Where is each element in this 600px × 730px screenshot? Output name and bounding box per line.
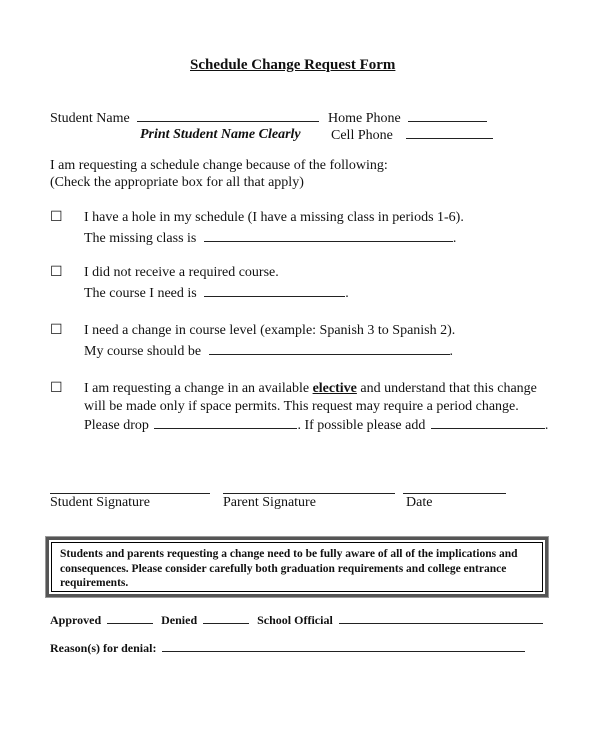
- period: .: [345, 286, 349, 301]
- add-label: . If possible please add: [297, 418, 426, 433]
- item-level-text: I need a change in course level (example: Spanish 3 to Spanish 2).: [84, 323, 456, 338]
- text: and understand that this change: [356, 381, 537, 396]
- checkbox-level[interactable]: ☐: [50, 323, 63, 338]
- student-name-field[interactable]: [137, 109, 319, 122]
- checkbox-required[interactable]: ☐: [50, 265, 63, 280]
- item-elective-line1: [84, 380, 537, 398]
- course-need-label: The course I need is: [84, 286, 197, 301]
- parent-signature-label: Parent Signature: [223, 495, 316, 510]
- denied-field[interactable]: [203, 611, 249, 624]
- school-official-label: School Official: [257, 613, 333, 627]
- course-should-label: My course should be: [84, 344, 202, 359]
- date-label: Date: [406, 495, 433, 510]
- home-phone-label: Home Phone: [328, 111, 401, 126]
- page-title: Schedule Change Request Form: [190, 57, 396, 73]
- item-hole-text: I have a hole in my schedule (I have a missing class in periods 1-6).: [84, 210, 464, 225]
- approved-field[interactable]: [107, 611, 153, 624]
- item-hole-row2: [84, 229, 456, 248]
- item-required-text: I did not receive a required course.: [84, 265, 279, 280]
- add-field[interactable]: [431, 416, 545, 429]
- cell-phone-row: [331, 126, 493, 145]
- period: .: [449, 344, 454, 359]
- item-elective-line2: will be made only if space permits. This request may require a period change.: [84, 399, 519, 414]
- approved-label: Approved: [50, 613, 102, 627]
- course-should-field[interactable]: [209, 342, 450, 355]
- cell-phone-field[interactable]: [406, 126, 493, 139]
- period: .: [544, 418, 549, 433]
- item-required-row2: [84, 284, 349, 303]
- intro-line-1: I am requesting a schedule change because of the following:: [50, 158, 388, 173]
- approval-row: [50, 611, 543, 629]
- denial-reason-label: Reason(s) for denial:: [50, 641, 157, 655]
- notice-text: Students and parents requesting a change need to be fully aware of all of the implications and consequences. Please consider carefully both graduation requirements and college entrance requirements.: [51, 542, 543, 592]
- student-name-label: Student Name: [50, 111, 130, 126]
- checkbox-elective[interactable]: ☐: [50, 381, 63, 396]
- missing-class-label: The missing class is: [84, 231, 197, 246]
- item-elective-line3: [84, 416, 548, 435]
- checkbox-hole[interactable]: ☐: [50, 210, 63, 225]
- drop-label: Please drop: [84, 418, 149, 433]
- student-signature-label: Student Signature: [50, 495, 150, 510]
- home-phone-field[interactable]: [408, 109, 487, 122]
- period: .: [452, 231, 457, 246]
- missing-class-field[interactable]: [204, 229, 453, 242]
- cell-phone-label: Cell Phone: [331, 128, 393, 143]
- school-official-field[interactable]: [339, 611, 543, 624]
- notice-box: [46, 537, 548, 597]
- elective-emphasis: elective: [312, 381, 357, 396]
- denial-reason-field[interactable]: [162, 639, 525, 652]
- text: I am requesting a change in an available: [84, 381, 313, 396]
- drop-field[interactable]: [154, 416, 297, 429]
- print-name-note: Print Student Name Clearly: [140, 127, 301, 142]
- course-need-field[interactable]: [204, 284, 345, 297]
- denied-label: Denied: [161, 613, 198, 627]
- item-level-row2: [84, 342, 453, 361]
- intro-line-2: (Check the appropriate box for all that apply): [50, 175, 304, 190]
- denial-row: [50, 639, 525, 657]
